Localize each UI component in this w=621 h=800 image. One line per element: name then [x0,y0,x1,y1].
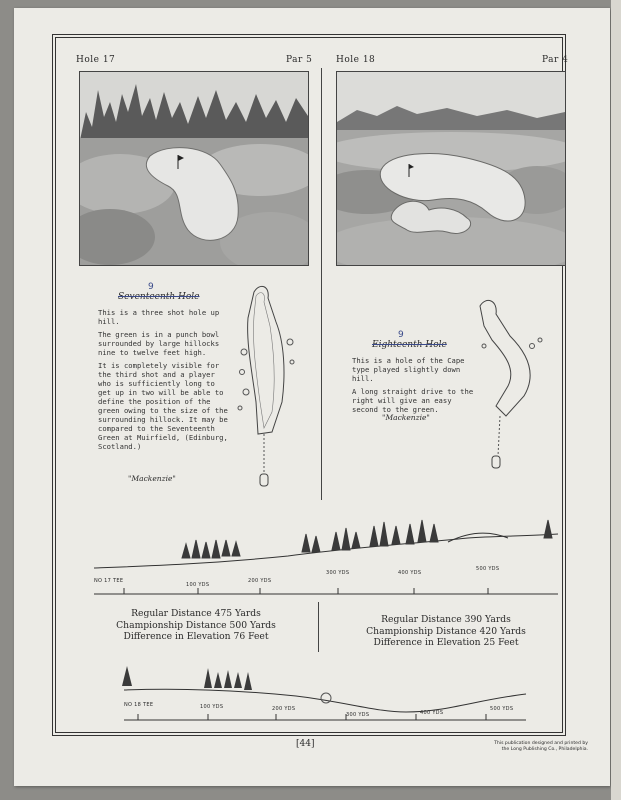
hole-18-description [352,356,477,418]
hole-18-distance-line: Championship Distance 420 Yards [366,625,526,637]
hole-18-distances [356,614,536,649]
hole-18-distance-line: Difference in Elevation 25 Feet [373,637,519,648]
hole-17-description [98,308,228,455]
hole-17-elevation-profile [88,508,568,598]
profile-17-tick: 400 YDS [398,570,422,576]
hole-17-paragraph: The green is in a punch bowl surrounded by large hillocks nine to twelve feet high. [98,330,220,357]
imprint-line: This publication designed and printed by [494,741,588,746]
distance-divider [318,602,319,652]
hole-17-paragraph: This is a three shot hole up hill. [98,308,220,326]
hole-18-signature: "Mackenzie" [382,413,430,422]
handwritten-number-18: 9 [398,330,404,340]
hole-18-paragraph: A long straight drive to the right will give an easy second to the green. [352,387,474,414]
hole-18-paragraph: This is a hole of the Cape type played slightly down hill. [352,356,465,383]
column-divider [321,68,322,500]
hole-17-title: Seventeenth Hole [118,292,200,302]
hole-17-distance-line: Championship Distance 500 Yards [116,619,276,631]
profile-18-tick: 300 YDS [346,712,370,718]
hole-17-par: Par 5 [286,55,313,65]
hole-17-distance-line: Difference in Elevation 76 Feet [123,631,269,642]
hole-17-label: Hole 17 [76,55,116,65]
hole-17-distances [106,608,286,643]
profile-17-tick: 300 YDS [326,570,350,576]
hole-17-paragraph: It is completely visible for the third shot and a player who is sufficiently long to get up in two will be able to define the position of the green owing to the size of the surrounding hillock. It may be compared to the Seventeenth Green at Muirfield, (Edinburg, Scotland.) [98,361,228,451]
profile-18-tick: NO 18 TEE [124,702,154,708]
profile-17-tick: 200 YDS [248,578,272,584]
profile-18-tick: 400 YDS [420,710,444,716]
imprint [468,741,588,753]
hole-18-par: Par 4 [542,55,569,65]
profile-18-tick: 100 YDS [200,704,224,710]
profile-17-tick: 500 YDS [476,566,500,572]
hole-18-distance-line: Regular Distance 390 Yards [381,614,511,625]
hole-18-elevation-profile [116,656,556,726]
hole-18-title: Eighteenth Hole [372,340,447,350]
hole-17-signature: "Mackenzie" [128,474,176,483]
page-edge [611,0,621,800]
profile-17-tick: 100 YDS [186,582,210,588]
hole-18-photo [336,71,566,266]
hole-17-plan-diagram [234,282,304,492]
hole-17-distance-line: Regular Distance 475 Yards [131,608,261,619]
profile-18-tick: 200 YDS [272,706,296,712]
profile-18-tick: 500 YDS [490,706,514,712]
handwritten-number-17: 9 [148,282,154,292]
imprint-line: the Long Publishing Co., Philadelphia. [501,747,588,752]
hole-17-photo [79,71,309,266]
hole-18-plan-diagram [470,296,550,476]
page-number: [44] [296,739,315,749]
profile-17-tick: NO 17 TEE [94,578,124,584]
hole-18-label: Hole 18 [336,55,376,65]
